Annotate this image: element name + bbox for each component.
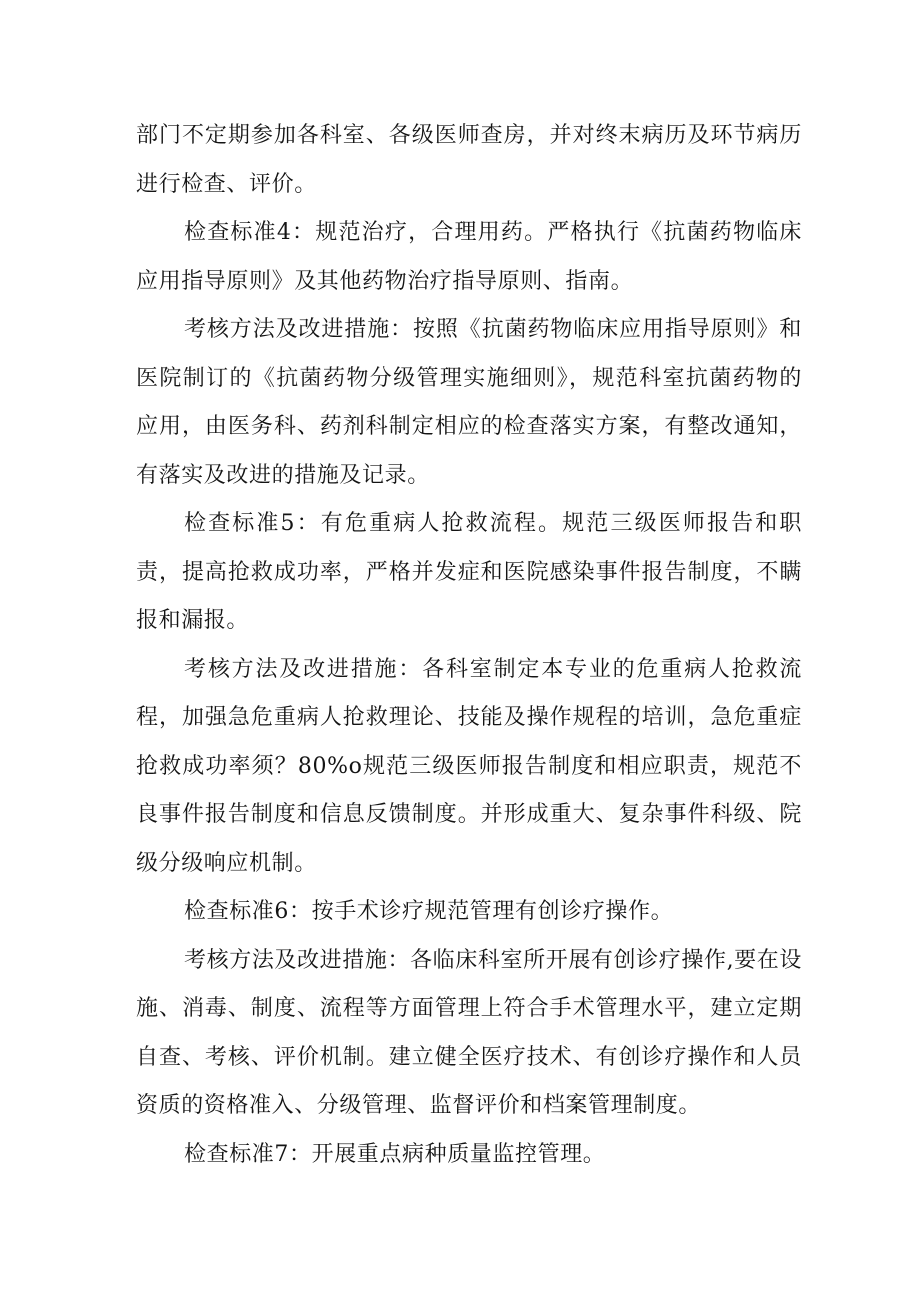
paragraph-assessment-method-6: 考核方法及改进措施：各临床科室所开展有创诊疗操作,要在设施、消毒、制度、流程等方面管理上符合手术管理水平，建立定期自查、考核、评价机制。建立健全医疗技术、有创诊疗操作和人员资质的资格准入、分级管理、监督评价和档案管理制度。 — [136, 947, 802, 1118]
paragraph-check-standard-6: 检查标准6：按手术诊疗规范管理有创诊疗操作。 — [184, 899, 674, 924]
paragraph-check-standard-7: 检查标准7：开展重点病种质量监控管理。 — [184, 1141, 606, 1167]
paragraph-assessment-method-4: 考核方法及改进措施：按照《抗菌药物临床应用指导原则》和医院制订的《抗菌药物分级管理实施细则》，规范科室抗菌药物的应用，由医务科、药剂科制定相应的检查落实方案，有整改通知，有落实及改进的措施及记录。 — [136, 317, 802, 488]
paragraph-check-standard-5: 检查标准5：有危重病人抢救流程。规范三级医师报告和职责，提高抢救成功率，严格并发症和医院感染事件报告制度，不瞒报和漏报。 — [136, 511, 802, 633]
paragraph-assessment-method-5: 考核方法及改进措施：各科室制定本专业的危重病人抢救流程，加强急危重病人抢救理论、技能及操作规程的培训，急危重症抢救成功率须？80%o规范三级医师报告制度和相应职责，规范不良事件报告制度和信息反馈制度。并形成重大、复杂事件科级、院级分级响应机制。 — [136, 656, 802, 876]
document-body — [136, 112, 802, 1179]
paragraph-continuation: 部门不定期参加各科室、各级医师查房，并对终末病历及环节病历进行检查、评价。 — [136, 123, 802, 197]
paragraph-check-standard-4: 检查标准4：规范治疗，合理用药。严格执行《抗菌药物临床应用指导原则》及其他药物治疗指导原则、指南。 — [136, 220, 802, 294]
